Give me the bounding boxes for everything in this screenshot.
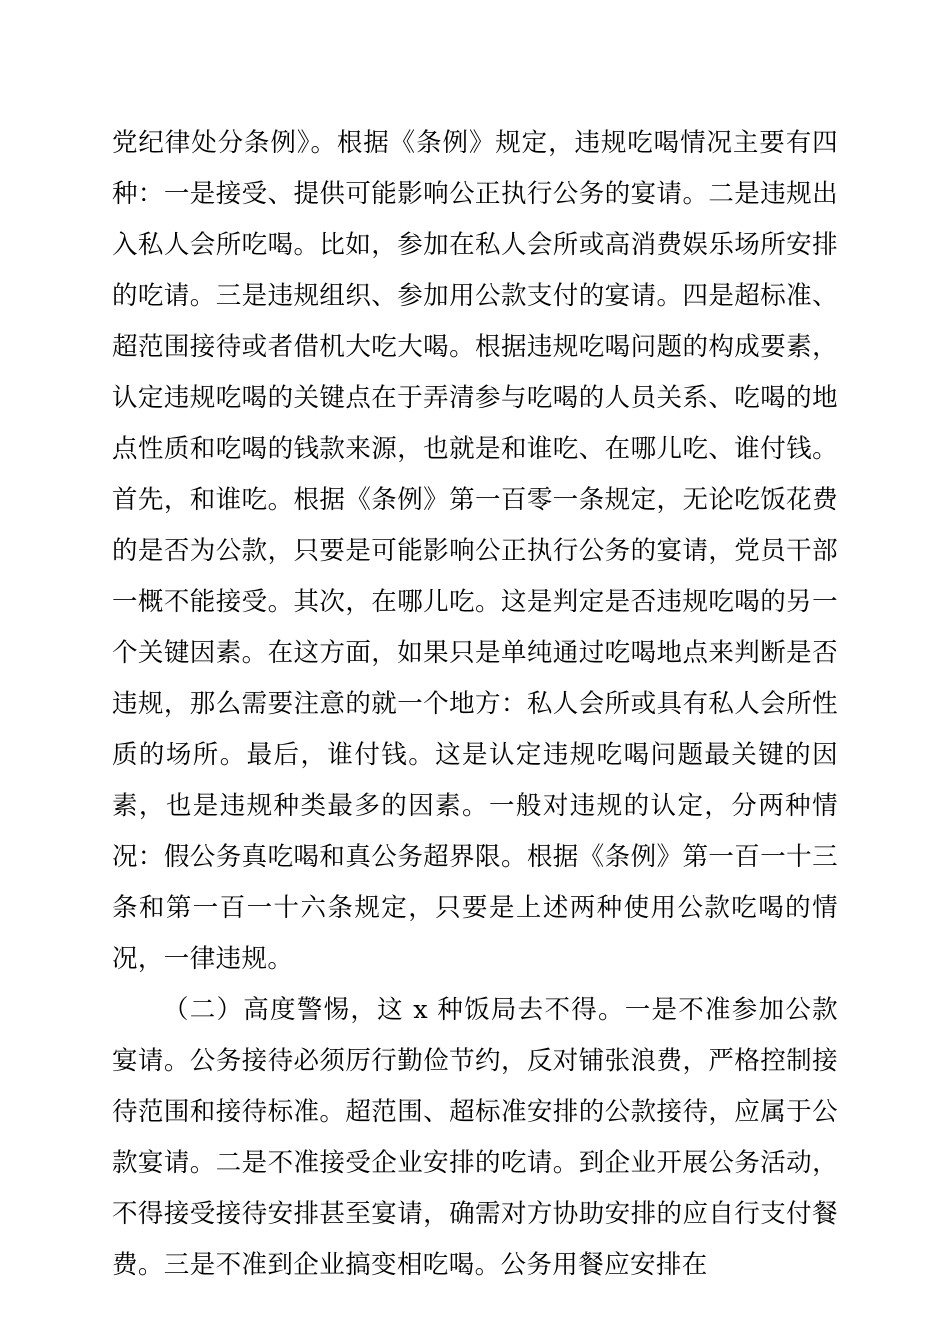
paragraph-2: （二）高度警惕，这 x 种饭局去不得。一是不准参加公款宴请。公务接待必须厉行勤俭节约，反对铺张浪费，严格控制接待范围和接待标准。超范围、超标准安排的公款接待，应属于公款宴请。二是不准接受企业安排的吃请。到企业开展公务活动，不得接受接待安排甚至宴请，确需对方协助安排的应自行支付餐费。三是不准到企业搞变相吃喝。公务用餐应安排在 (112, 995, 838, 1280)
paragraph-1: 党纪律处分条例》。根据《条例》规定，违规吃喝情况主要有四种：一是接受、提供可能影响公正执行公务的宴请。二是违规出入私人会所吃喝。比如，参加在私人会所或高消费娱乐场所安排的吃请。三是违规组织、参加用公款支付的宴请。四是超标准、超范围接待或者借机大吃大喝。根据违规吃喝问题的构成要素，认定违规吃喝的关键点在于弄清参与吃喝的人员关系、吃喝的地点性质和吃喝的钱款来源，也就是和谁吃、在哪儿吃、谁付钱。首先，和谁吃。根据《条例》第一百零一条规定，无论吃饭花费的是否为公款，只要是可能影响公正执行公务的宴请，党员干部一概不能接受。其次，在哪儿吃。这是判定是否违规吃喝的另一个关键因素。在这方面，如果只是单纯通过吃喝地点来判断是否违规，那么需要注意的就一个地方：私人会所或具有私人会所性质的场所。最后，谁付钱。这是认定违规吃喝问题最关键的因素，也是违规种类最多的因素。一般对违规的认定，分两种情况：假公务真吃喝和真公务超界限。根据《条例》第一百一十三条和第一百一十六条规定，只要是上述两种使用公款吃喝的情况，一律违规。 (112, 128, 838, 974)
document-body (112, 118, 838, 1291)
